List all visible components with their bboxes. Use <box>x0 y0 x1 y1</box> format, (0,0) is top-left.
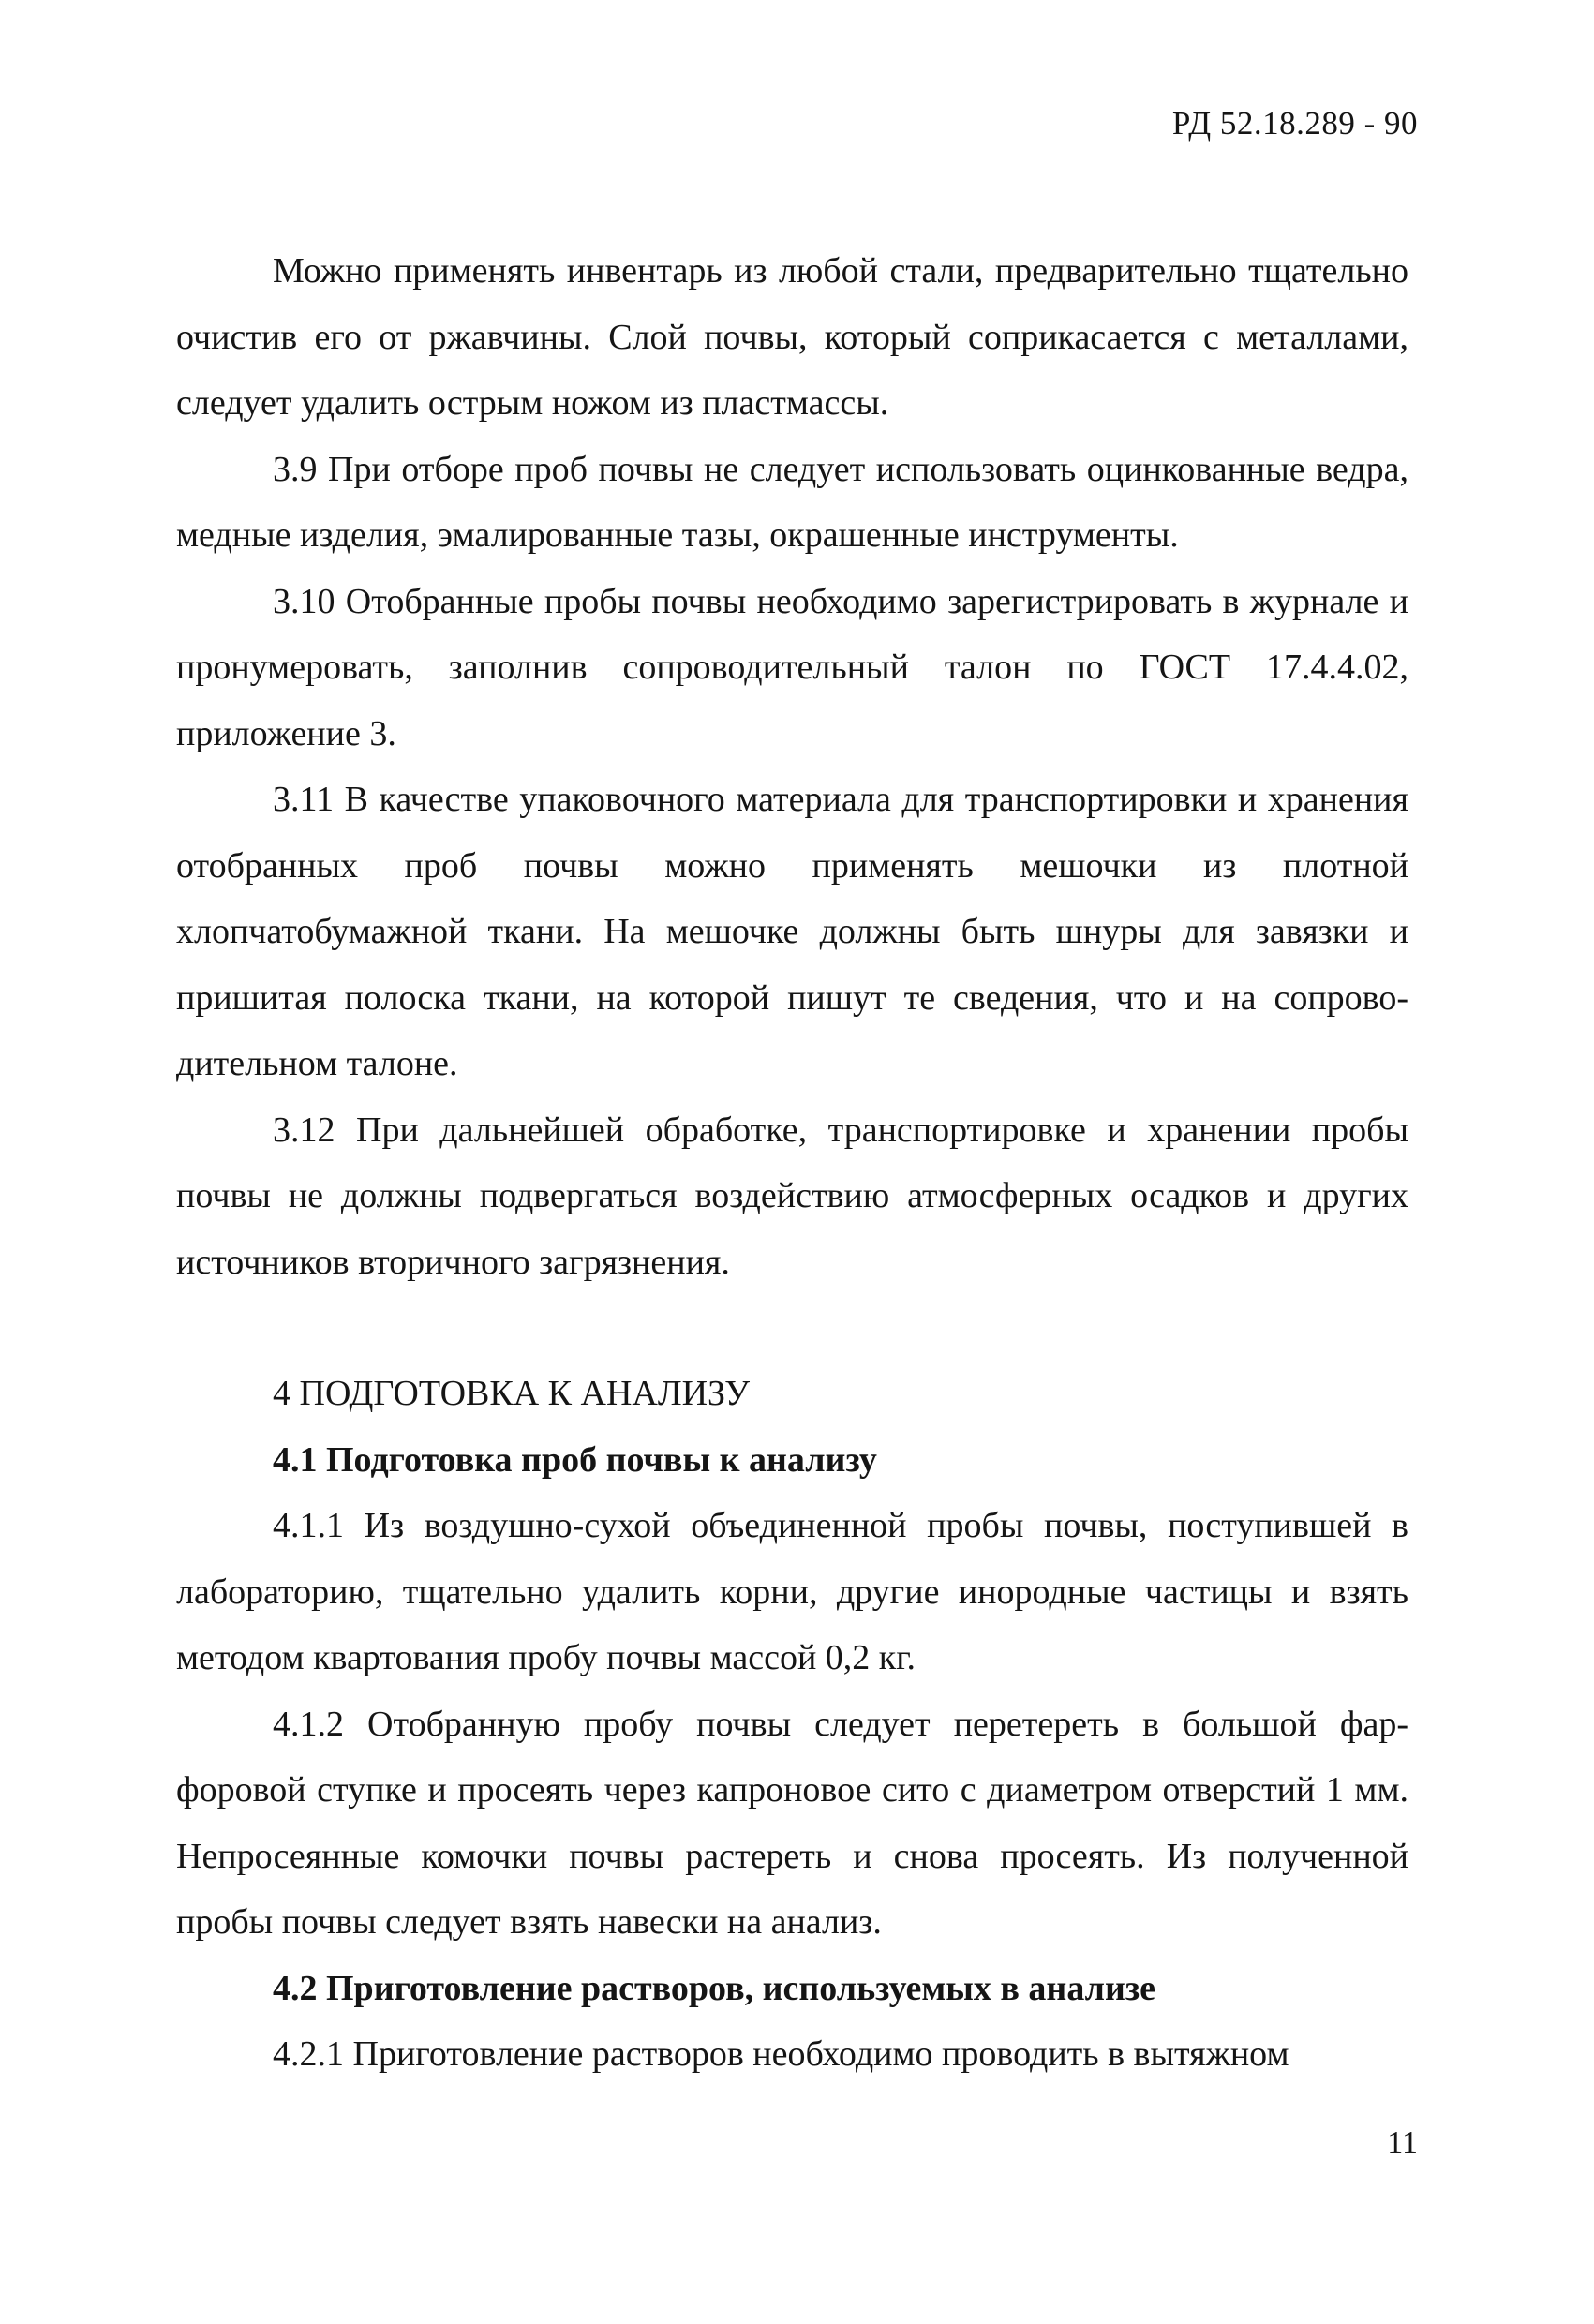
paragraph-3-12: 3.12 При дальнейшей обработке, транспортировке и хранении пробы почвы не должны подвергаться воздействию атмосферных осадков и других источников вторичного загрязнения. <box>176 1110 1408 1282</box>
paragraph-4-2-1: 4.2.1 Приготовление растворов необходимо проводить в вытяжном <box>273 2034 1289 2074</box>
subsection-4-1-heading: 4.1 Подготовка проб почвы к анализу <box>273 1439 877 1480</box>
paragraph-4-1-2: 4.1.2 Отобранную пробу почвы следует перетереть в большой фарфоровой ступке и просеять через капроновое сито с диаметром отверстий 1 мм. Непросеянные комочки почвы растереть и снова просеять. Из полученной пробы почвы следует взять навески на анализ. <box>176 1704 1408 1942</box>
page-number: 11 <box>1387 2125 1418 2160</box>
section-4-heading: 4 ПОДГОТОВКА К АНАЛИЗУ <box>273 1374 751 1413</box>
subsection-4-2-heading: 4.2 Приготовление растворов, используемых в анализе <box>273 1968 1156 2008</box>
paragraph-3-11: 3.11 В качестве упаковочного материала для транспортировки и хранения отобранных проб почвы можно применять мешочки из плотной хлопчатобумажной ткани. На мешочке должны быть шнуры для завязки и пришитая полоска ткани, на которой пишут те сведения, что и на сопроводительном талоне. <box>176 780 1408 1083</box>
document-body <box>176 238 1408 2088</box>
paragraph-inventory-steel: Можно применять инвентарь из любой стали, предварительно тщательно очистив его от ржавчины. Слой почвы, который соприкасается с металлами, следует удалить острым ножом из пластмассы. <box>176 251 1408 423</box>
paragraph-3-10: 3.10 Отобранные пробы почвы необходимо зарегистрировать в журнале и пронумеровать, заполнив сопроводительный талон по ГОСТ 17.4.4.02, приложение 3. <box>176 581 1408 753</box>
paragraph-3-9: 3.9 При отборе проб почвы не следует использовать оцинкованные ведра, медные изделия, эмалированные тазы, окрашенные инструменты. <box>176 449 1408 555</box>
paragraph-4-1-1: 4.1.1 Из воздушно-сухой объединенной пробы почвы, поступившей в лабораторию, тщательно удалить корни, другие инородные частицы и взять методом квартования пробу почвы массой 0,2 кг. <box>176 1506 1408 1677</box>
document-code-header: РД 52.18.289 - 90 <box>1171 105 1418 142</box>
